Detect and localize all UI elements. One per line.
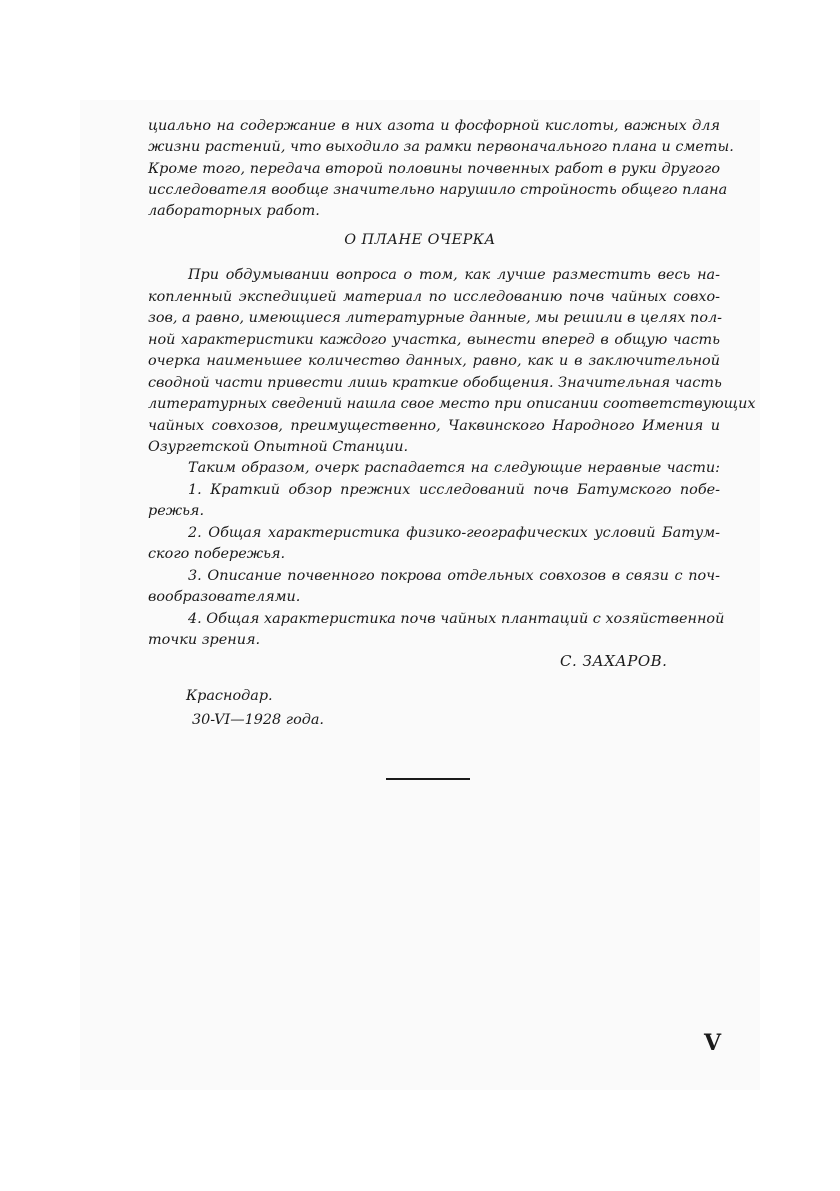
list-item-continued: ского побережья. <box>148 546 286 562</box>
list-intro: Таким образом, очерк распадается на следующие неравные части: <box>188 460 720 476</box>
list-item-continued: вообразователями. <box>148 589 301 605</box>
page-number: V <box>704 1030 722 1056</box>
list-item: 1. Краткий обзор прежних исследований почв Батумского побе- <box>188 481 720 498</box>
section-heading: О ПЛАНЕ ОЧЕРКА <box>344 232 496 248</box>
intro-line: жизни растений, что выходило за рамки первоначального плана и сметы. <box>148 139 734 156</box>
paragraph-line: очерка наименьшее количество данных, равно, как и в заключительной <box>148 353 720 369</box>
place-and-date <box>186 684 324 732</box>
paragraph-line: литературных сведений нашла свое место при описании соответствующих <box>148 396 756 412</box>
author-signature: С. ЗАХАРОВ. <box>560 652 668 670</box>
paragraph-line: сводной части привести лишь краткие обобщения. Значительная часть <box>148 374 722 391</box>
intro-line: Кроме того, передача второй половины почвенных работ в руки другого <box>148 160 720 177</box>
list-item-continued: точки зрения. <box>148 632 261 648</box>
intro-line: циально на содержание в них азота и фосфорной кислоты, важных для <box>148 118 720 134</box>
date: 30-VI—1928 года. <box>192 712 325 728</box>
parts-list <box>148 458 725 652</box>
list-item-continued: режья. <box>148 503 205 519</box>
paragraph-line: копленный экспедицией материал по исследованию почв чайных совхо- <box>148 288 720 305</box>
intro-paragraph <box>148 116 734 222</box>
list-item: 4. Общая характеристика почв чайных плантаций с хозяйственной <box>188 610 725 627</box>
paragraph-line: Озургетской Опытной Станции. <box>148 439 409 455</box>
section-divider <box>386 778 470 780</box>
paragraph-line: чайных совхозов, преимущественно, Чаквинского Народного Имения и <box>148 417 720 434</box>
paragraph-line: ной характеристики каждого участка, вынести вперед в общую часть <box>148 331 720 348</box>
list-item: 3. Описание почвенного покрова отдельных совхозов в связи с поч- <box>188 567 720 584</box>
paragraph-line: зов, а равно, имеющиеся литературные данные, мы решили в целях пол- <box>148 310 723 326</box>
intro-line: исследователя вообще значительно нарушило стройность общего плана <box>148 181 728 198</box>
list-item: 2. Общая характеристика физико-географических условий Батум- <box>188 524 720 541</box>
paragraph-line: При обдумывании вопроса о том, как лучше разместить весь на- <box>188 267 720 283</box>
place: Краснодар. <box>186 688 273 704</box>
plan-paragraph <box>148 265 756 459</box>
intro-line: лабораторных работ. <box>148 203 320 220</box>
